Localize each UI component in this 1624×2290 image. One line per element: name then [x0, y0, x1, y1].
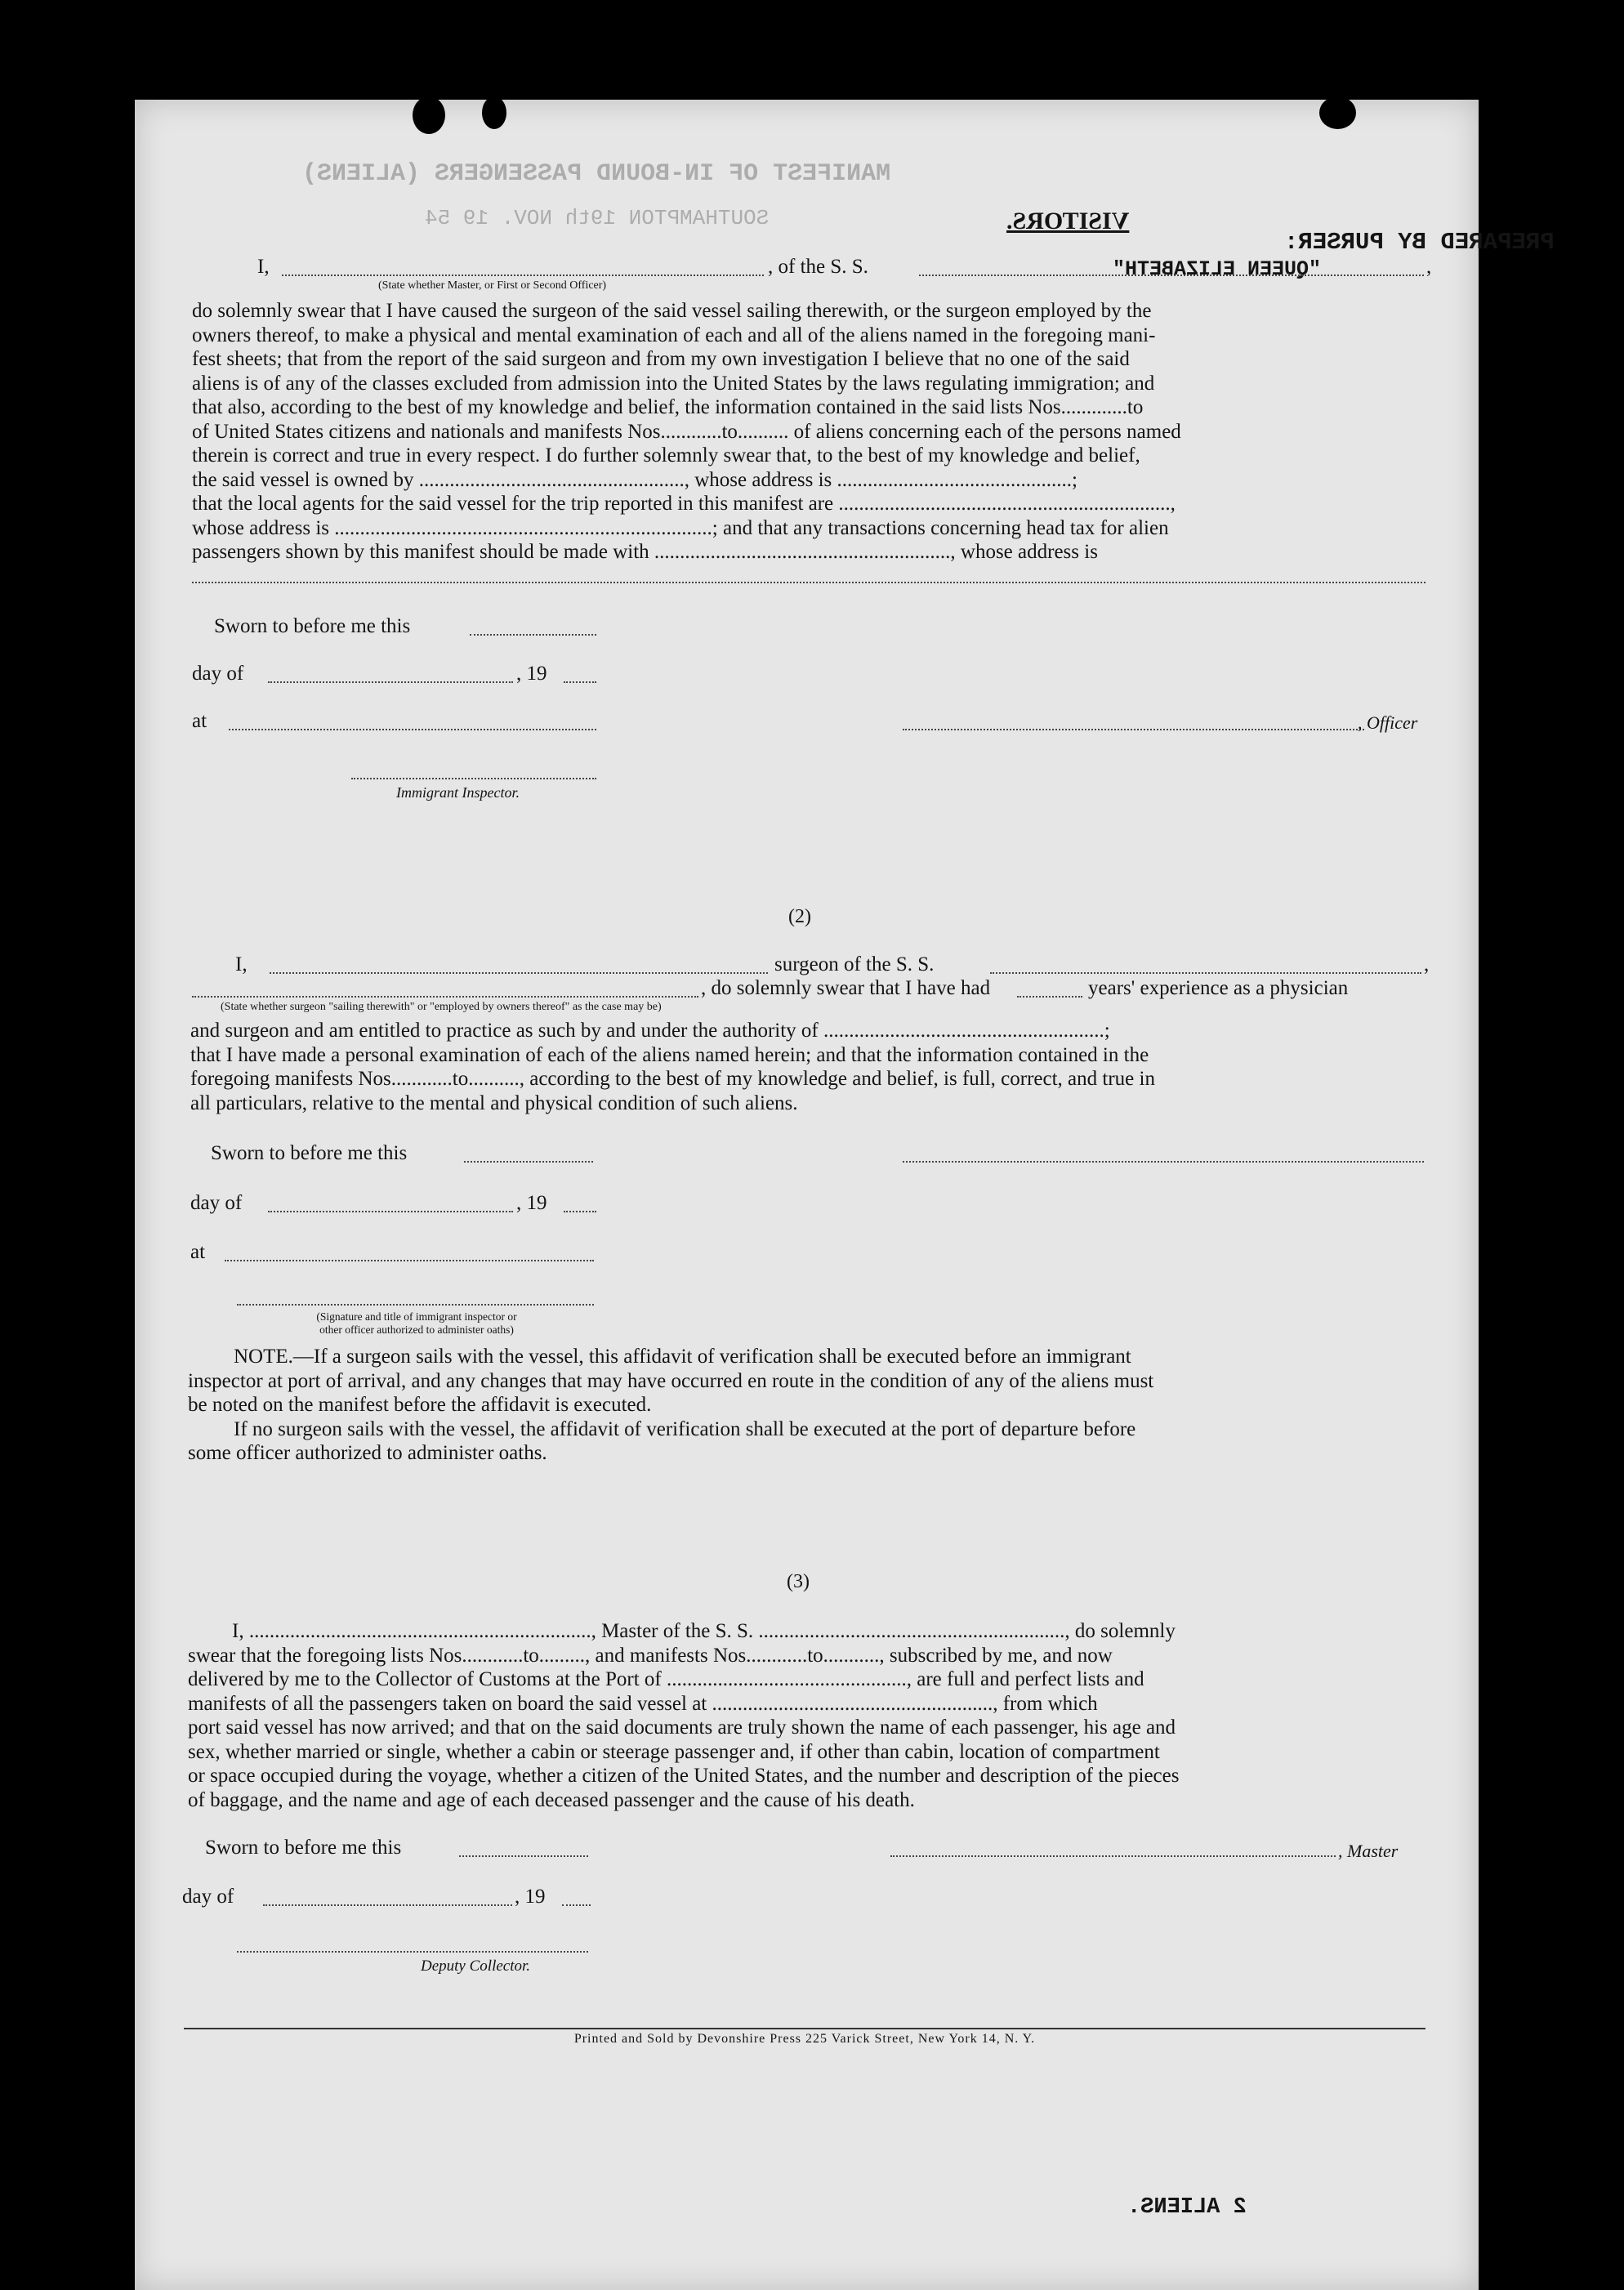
sec1-sworn: Sworn to before me this [214, 615, 411, 637]
day-line [263, 1904, 512, 1906]
surgeon-ship-line [990, 972, 1421, 974]
at-line [229, 729, 596, 730]
ship-name-stamp: "QUEEN ELIZABETH" [1113, 257, 1322, 281]
sec2-line2-end: years' experience as a physician [1088, 977, 1349, 999]
name-line [282, 275, 764, 276]
inspector-line [351, 778, 596, 779]
sec3-day-of: day of [182, 1886, 234, 1908]
aliens-count: 2 ALIENS. [1127, 2195, 1247, 2220]
sworn-line [459, 1855, 588, 1857]
sec2-line: all particulars, relative to the mental and physical condition of such aliens. [190, 1091, 798, 1114]
sec2-comma: , [1424, 953, 1430, 975]
note-line: some officer authorized to administer oaths. [188, 1442, 547, 1464]
sec1-line: fest sheets; that from the report of the said surgeon and from my own investigation I believe that no one of the said [192, 348, 1130, 370]
sec2-sig-note-2: other officer authorized to administer oaths) [319, 1324, 514, 1336]
sworn-line [470, 634, 596, 636]
punch-hole [1498, 274, 1541, 316]
day-line [268, 1211, 513, 1212]
day-line [268, 681, 513, 683]
sec3-sworn: Sworn to before me this [205, 1837, 402, 1859]
note-line: inspector at port of arrival, and any changes that may have occurred en route in the condition of any of the aliens must [188, 1369, 1154, 1392]
sec3-line: delivered by me to the Collector of Customs at the Port of ..............................................., are full and perfect lists and [188, 1668, 1144, 1690]
sec1-line: whose address is ..........................................................................; and that any transactions concerning head tax for alien [192, 516, 1169, 539]
master-signature-line [890, 1855, 1336, 1857]
sec3-master: , Master [1338, 1841, 1399, 1861]
sec2-sub: (State whether surgeon "sailing therewith" or "employed by owners thereof" as the case may be) [221, 1001, 662, 1013]
sec2-i: I, [235, 953, 248, 975]
sec1-officer: , Officer [1358, 712, 1418, 733]
punch-hole [1498, 1646, 1541, 1689]
bleed-through-line: SOUTHAMPTON 19th NOV. 19 54 [425, 206, 770, 230]
note-line: If no surgeon sails with the vessel, the affidavit of verification shall be executed at the port of departure before [234, 1417, 1136, 1440]
bleed-through-title: MANIFEST OF IN-BOUND PASSENGERS (ALIENS) [302, 160, 891, 188]
sec2-line: and surgeon and am entitled to practice as such by and under the authority of .......................................................; [190, 1020, 1110, 1042]
officer-line [903, 729, 1364, 730]
ship-line [919, 275, 1424, 276]
sec1-year: , 19 [516, 663, 547, 685]
note-line: be noted on the manifest before the affidavit is executed. [188, 1394, 652, 1416]
sec2-sig-note-1: (Signature and title of immigrant inspector or [316, 1310, 517, 1323]
punch-hole [1498, 2041, 1541, 2083]
sec1-line: of United States citizens and nationals and manifests Nos............to.......... of aliens concerning each of the persons named [192, 420, 1181, 443]
sworn-line [464, 1161, 593, 1163]
note-block [188, 1345, 1430, 1466]
sec1-line: owners thereof, to make a physical and mental examination of each and all of the aliens named in the foregoing mani- [192, 324, 1156, 346]
sec1-line: that also, according to the best of my knowledge and belief, the information contained in the said lists Nos.............to [192, 396, 1144, 418]
sec3-line: or space occupied during the voyage, whether a citizen of the United States, and the number and description of the pieces [188, 1765, 1180, 1787]
sec2-body [190, 1019, 1428, 1115]
signature-line [903, 1161, 1424, 1163]
sec1-line: aliens is of any of the classes excluded from admission into the United States by the laws regulating immigration; and [192, 372, 1155, 395]
punch-hole [1498, 1516, 1541, 1559]
note-line: NOTE.—If a surgeon sails with the vessel, this affidavit of verification shall be executed before an immigrant [234, 1346, 1131, 1368]
punch-hole [1498, 157, 1541, 199]
sec2-line: that I have made a personal examination of each of the aliens named herein; and that the information contained in the [190, 1043, 1149, 1066]
years-line [1017, 996, 1082, 998]
at-line [225, 1260, 594, 1261]
punch-hole [1498, 791, 1541, 833]
torn-edge-left [413, 96, 445, 134]
torn-edge-right [1319, 96, 1356, 129]
sec1-line: do solemnly swear that I have caused the surgeon of the said vessel sailing therewith, or the surgeon employed by the [192, 300, 1152, 322]
sec2-sworn: Sworn to before me this [211, 1142, 408, 1164]
year-line [562, 1904, 591, 1906]
sec3-line: manifests of all the passengers taken on board the said vessel at ......................................................., from which [188, 1692, 1098, 1715]
sec1-comma: , [1426, 256, 1432, 278]
sec2-line: foregoing manifests Nos............to.........., according to the best of my knowledge and belief, is full, correct, and true in [190, 1068, 1155, 1090]
sec1-day-of: day of [192, 663, 244, 685]
sec2-at: at [190, 1241, 206, 1263]
footer-rule [184, 2028, 1425, 2029]
punch-hole [1498, 1155, 1541, 1198]
sec1-line: the said vessel is owned by ...................................................., whose address is ..............................................; [192, 468, 1077, 491]
sec1-i: I, [257, 256, 270, 278]
inspector-signature-line [237, 1304, 594, 1306]
year-line [564, 1211, 596, 1212]
torn-edge-middle [482, 96, 506, 129]
sec3-line: port said vessel has now arrived; and that on the said documents are truly shown the name of each passenger, his age and [188, 1716, 1176, 1739]
surgeon-name-line [270, 972, 768, 974]
surgeon-status-line [192, 996, 698, 998]
sec1-line: passengers shown by this manifest should be made with .........................................................., whose address is [192, 541, 1098, 563]
sec1-of-ss: , of the S. S. [768, 256, 868, 278]
sec2-number: (2) [788, 906, 811, 927]
address-line [192, 582, 1425, 583]
sec3-line: of baggage, and the name and age of each deceased passenger and the cause of his death. [188, 1788, 915, 1811]
punch-hole [1498, 2167, 1541, 2209]
sec2-line2: , do solemnly swear that I have had [701, 977, 991, 999]
punch-hole [1498, 312, 1541, 355]
sec1-line: that the local agents for the said vessel for the trip reported in this manifest are ................................................................., [192, 493, 1176, 515]
sec3-collector: Deputy Collector. [421, 1957, 531, 1975]
collector-line [237, 1951, 588, 1953]
prepared-by-purser: PREPARED BY PURSER: [1284, 229, 1555, 256]
punch-hole [1498, 662, 1541, 704]
sec2-surgeon-of: surgeon of the S. S. [774, 953, 935, 975]
sec1-at: at [192, 710, 207, 732]
printer-line: Printed and Sold by Devonshire Press 225 Varick Street, New York 14, N. Y. [573, 2032, 1036, 2046]
sec3-line: sex, whether married or single, whether a cabin or steerage passenger and, if other than cabin, location of compartment [188, 1740, 1160, 1763]
sec1-line: therein is correct and true in every respect. I do further solemnly swear that, to the best of my knowledge and belief, [192, 444, 1140, 466]
sec1-body [192, 299, 1430, 565]
sec1-inspector: Immigrant Inspector. [396, 784, 520, 801]
sec3-body [188, 1619, 1430, 1812]
sec3-line: swear that the foregoing lists Nos............to........., and manifests Nos............to..........., subscribed by me, and now [188, 1644, 1113, 1667]
sec3-number: (3) [787, 1571, 810, 1592]
sec1-sub: (State whether Master, or First or Second Officer) [378, 279, 607, 292]
sec2-year: , 19 [516, 1192, 547, 1214]
sec2-day-of: day of [190, 1192, 243, 1214]
visitors-heading: VISITORS. [1006, 208, 1130, 234]
sec3-year: , 19 [515, 1886, 546, 1908]
year-line [564, 681, 596, 683]
sec3-line: I, ..................................................................., Master of the S. S. ............................................................, do solemnly [232, 1620, 1176, 1642]
